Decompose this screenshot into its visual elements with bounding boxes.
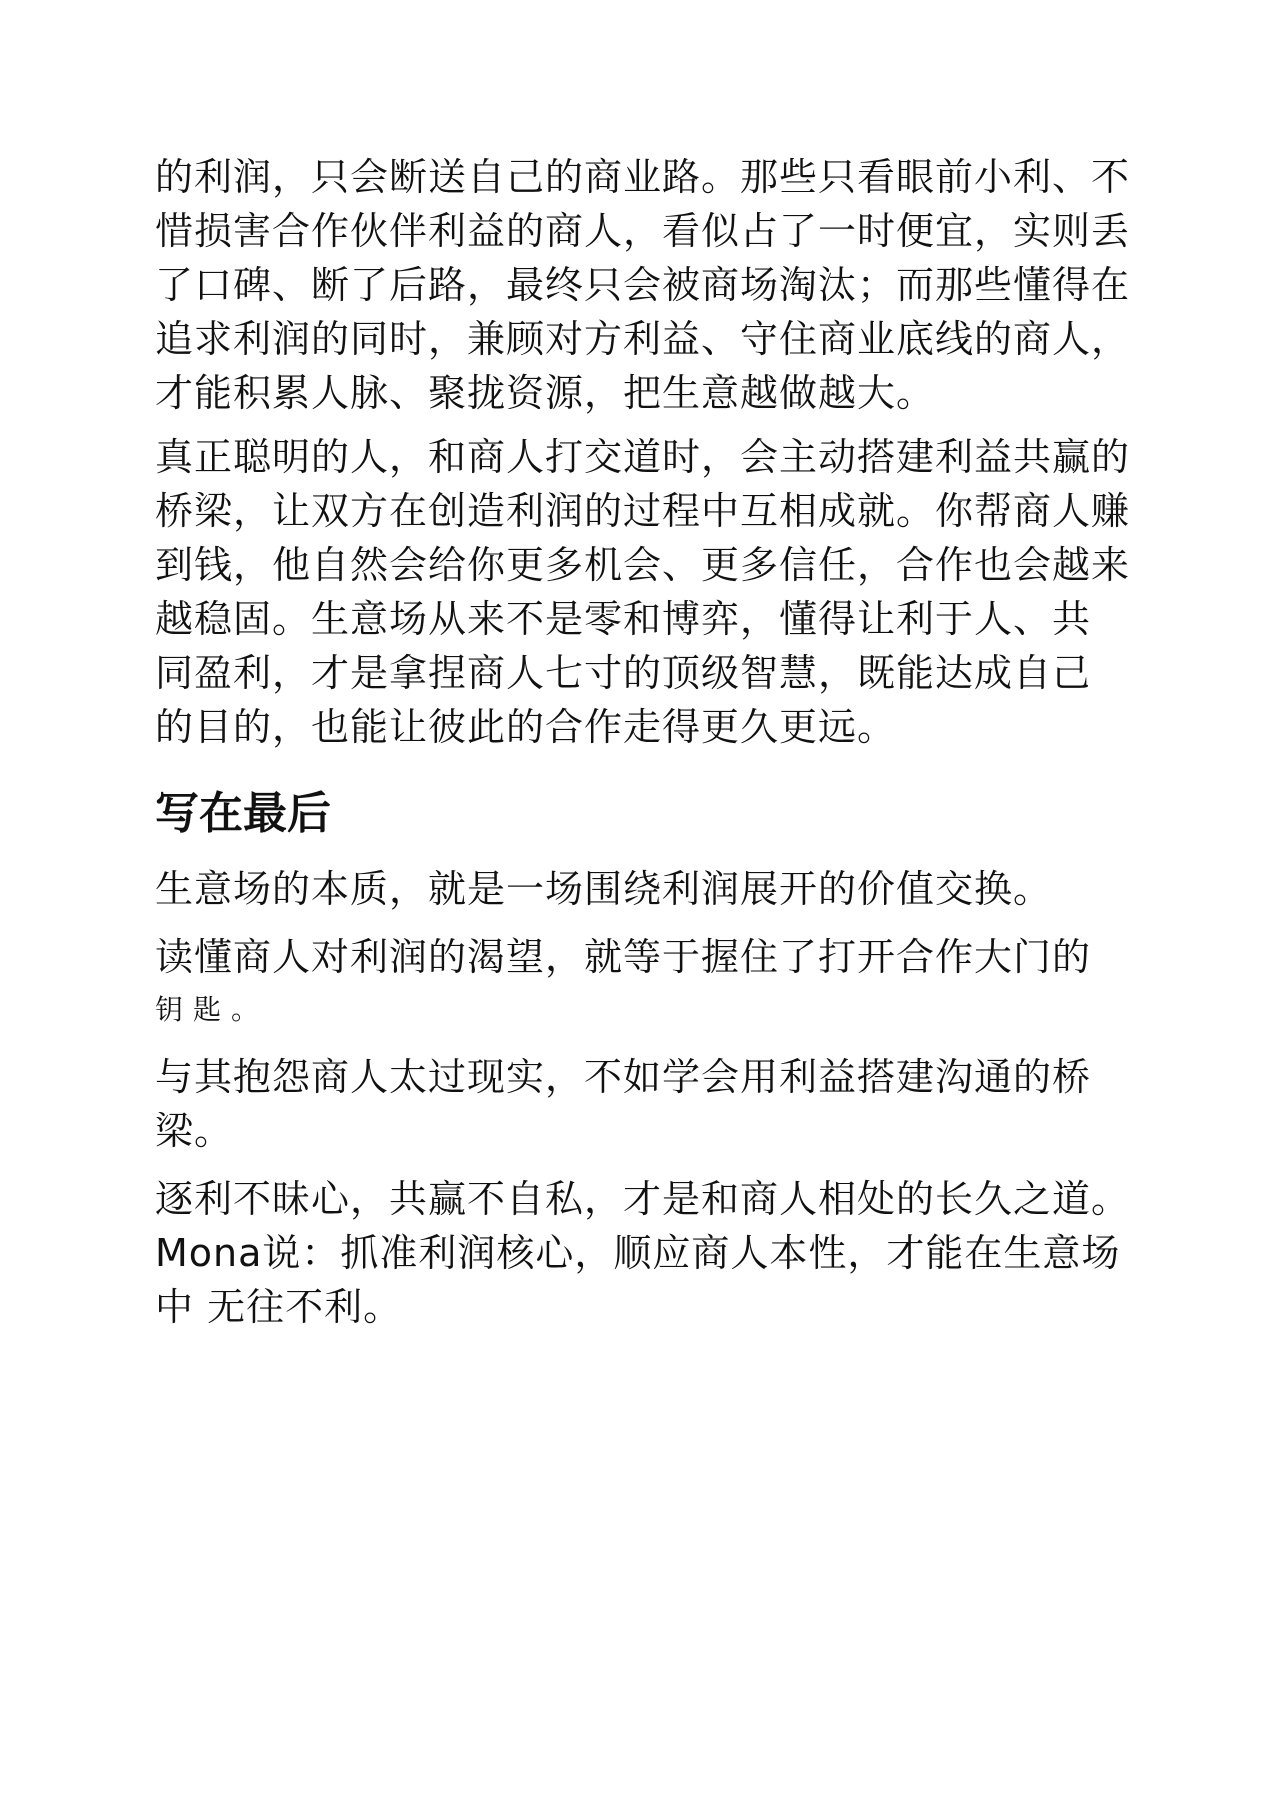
- closing-line: 与其抱怨商人太过现实，不如学会用利益搭建沟通的桥: [155, 1055, 1092, 1099]
- document-body: [155, 150, 1135, 1344]
- text-line: 的利润，只会断送自己的商业路。那些只看眼前小利、不: [155, 155, 1131, 199]
- text-line: 同盈利，才是拿捏商人七寸的顶级智慧，既能达成自己: [155, 651, 1092, 695]
- closing-line: 钥匙。: [155, 993, 270, 1026]
- author-note-line: 中 无往不利。: [155, 1285, 403, 1329]
- closing-line: 逐利不昧心，共赢不自私，才是和商人相处的长久之道。: [155, 1177, 1131, 1221]
- text-line: 了口碑、断了后路，最终只会被商场淘汰；而那些懂得在: [155, 263, 1131, 307]
- text-line: 追求利润的同时，兼顾对方利益、守住商业底线的商人，: [155, 317, 1131, 361]
- text-line: 桥梁，让双方在创造利润的过程中互相成就。你帮商人赚: [155, 489, 1131, 533]
- author-note-line: Mona说：抓准利润核心，顺应商人本性，才能在生意场: [155, 1231, 1121, 1275]
- closing-line: 梁。: [155, 1109, 234, 1153]
- text-line: 到钱，他自然会给你更多机会、更多信任，合作也会越来: [155, 543, 1131, 587]
- text-line: 惜损害合作伙伴利益的商人，看似占了一时便宜，实则丢: [155, 209, 1131, 253]
- text-line: 才能积累人脉、聚拢资源，把生意越做越大。: [155, 371, 936, 415]
- text-line: 的目的，也能让彼此的合作走得更久更远。: [155, 705, 897, 749]
- text-line: 越稳固。生意场从来不是零和博弈，懂得让利于人、共: [155, 597, 1092, 641]
- closing-line: 读懂商人对利润的渴望，就等于握住了打开合作大门的: [155, 935, 1092, 979]
- text-line: 真正聪明的人，和商人打交道时，会主动搭建利益共赢的: [155, 435, 1131, 479]
- closing-line: 生意场的本质，就是一场围绕利润展开的价值交换。: [155, 867, 1053, 911]
- paragraph-win-win: [155, 430, 1135, 754]
- paragraph-profit-ethics: [155, 150, 1135, 420]
- section-heading: 写在最后: [155, 788, 331, 839]
- closing-section: [155, 862, 1135, 1334]
